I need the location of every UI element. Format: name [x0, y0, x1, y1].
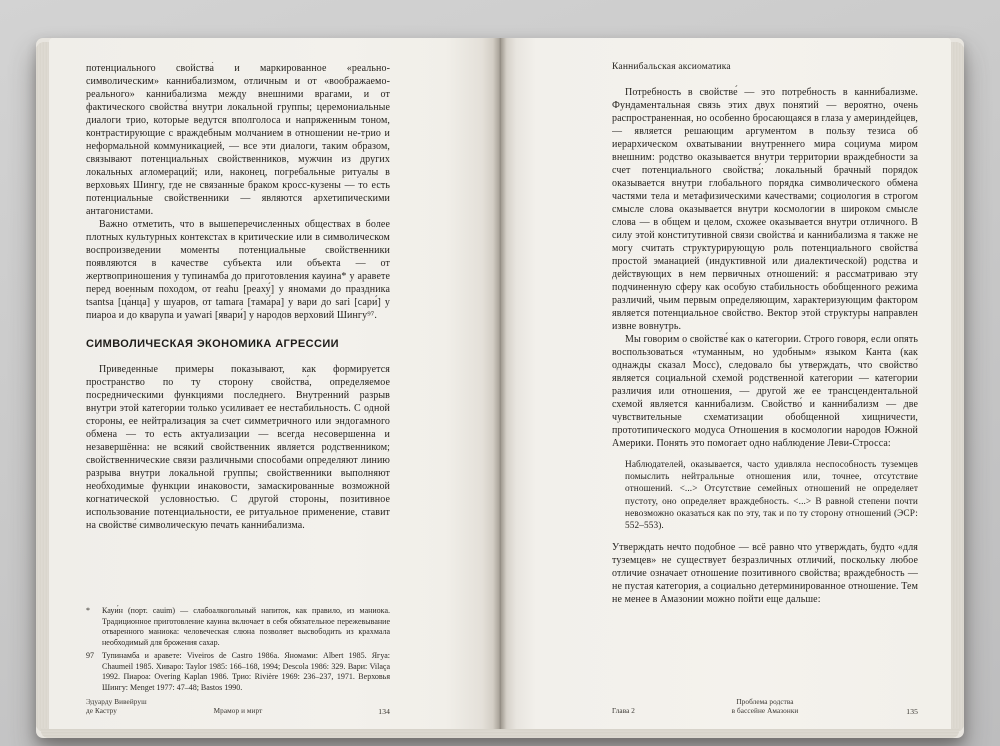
footer-book-title: Мрамор и мирт [213, 707, 263, 716]
page-stack-bottom-edge [41, 728, 959, 738]
right-page-text-column [612, 62, 918, 693]
footnotes-block [86, 593, 390, 693]
footer-author [86, 698, 214, 717]
body-paragraph: Важно отметить, что в вышеперечисленных обществах в более плотных культурных контекстах в критические или в символическом воспроизведении моменты потенциальные свойственники появляются в качестве субъекта или объекта — от жертвоприношения у тупинамба до приготовления кауина* у аравете перед военным походом, от reahu [реаху́] у яномами до праздника tsantsa [ца́нца] у шуаров, от tamara [тама́ра] у вари до sari [сари́] у пиароа и до кварупа и yawari [явари́] у народов верховий Шингу⁹⁷. [86, 219, 390, 321]
footnote-text: Тупинамба и аравете: Viveiros de Castro 1986a. Яномами: Albert 1985. Ягуа: Chaumeil 1985. Хиваро: Taylor 1985: 166–168, 1994; Descola 1986: 329. Вари: Vilaça 1992. Пиароа: Overing Kaplan 1986. Трио: Rivière 1969: 236–237, 1971. Верховья Шингу: Menget 1977: 47–48; Bastos 1990. [102, 651, 390, 692]
footer-chapter: Глава 2 [612, 707, 635, 716]
body-paragraph: Мы говорим о свойстве́ как о категории. Строго говоря, если опять воспользоваться «туманным, но удобным» языком Канта (как однажды сказал Мосс), следовало бы утверждать, что свойство́ является социальной схемой родственной категории — категории различия или отношения, — другой же ее трансцендентальной схемой является каннибализм. Свойство́ и каннибализм — две чувствительные схематизации обобщенной хищничести, прототипического модуса Отношения в космологии народов Южной Америки. Понять это помогает одно наблюдение Леви-Стросса: [612, 334, 918, 449]
body-paragraph: потенциального свойства́ и маркированное «реально-символическим» каннибализмом, отличным и от «воображаемо-реального» каннибализма между внешними врагами, и от фактического свойства́ внутри локальной группы; церемониальные диалоги трио, которые ведутся вполголоса и напряженным тоном, контрастирующие с враждебным молчанием в отношении не-трио и неформальной коммуникацией, — все эти диалоги, таким образом, связывают потенциальных свойственников, мужчин из других локальных агломераций; или, наконец, погребальные ритуалы в верховьях Шингу, где не связанные браком кросс-кузены — то есть потенциальные свойственники — являются архетипическими антагонистами. [86, 63, 390, 217]
body-paragraph: Приведенные примеры показывают, как формируется пространство по ту сторону свойства́, определяемое посредническими функциями последнего. Внутренний разрыв внутри этой категории только усиливает ее нестабильность. С одной стороны, ее нейтрализация за счет симметричного или эндогамного обмена — то есть актуализации — всегда несовершенна и незавершённа: не всякий свойственник является родственником; свойственнические связи различными способами определяют линию разрыва внутри локальной группы; свойственники выполняют необходимые функции инаковости, замаскированные возможной когнатической условностью. С другой стороны, позитивное использование потенциальности, ее ритуальное применение, ставит на свойстве́ символическую печать каннибализма. [86, 364, 390, 531]
footnote-marker: * [86, 606, 90, 615]
running-head: Каннибальская аксиоматика [612, 62, 731, 72]
page-number-left: 134 [378, 707, 390, 717]
left-page-text-column [86, 62, 390, 693]
footnote [86, 606, 390, 648]
footer-section-line2: в бассейне Амазонки [731, 707, 799, 716]
right-page-footer [612, 698, 918, 717]
book-spread [36, 38, 964, 738]
body-paragraph: Утверждать нечто подобное — всё равно что утверждать, будто «для туземцев» не существует безразличных отличий, поскольку любое отличие означает отношение позитивного свойства; враждебность — не пустая категория, а социально детерминированное отношение. Тем не менее в Амазонии можно пойти еще дальше: [612, 542, 918, 606]
footer-author-line2: де Кастру [86, 707, 117, 716]
page-stack-right-edge [949, 42, 964, 732]
footnote [86, 651, 390, 693]
footnote-marker: 97 [86, 651, 94, 660]
footnote-text: Кауи́н (порт. cauim) — слабоалкогольный напиток, как правило, из маниока. Традиционное приготовление кауина включает в себя обязательное пережевывание отваренного маниока: человеческая слюна позволяет высвободить из крахмала необходимый для брожения сахар. [102, 606, 390, 647]
footer-author-line1: Эдуарду Вивейруш [86, 697, 147, 706]
section-heading: СИМВОЛИЧЕСКАЯ ЭКОНОМИКА АГРЕССИИ [86, 338, 339, 350]
page-number-right: 135 [906, 707, 918, 717]
footer-section-title [732, 698, 799, 717]
open-spread [49, 38, 951, 729]
footer-section-line1: Проблема родства [736, 697, 794, 706]
body-paragraph: Потребность в свойстве́ — это потребность в каннибализме. Фундаментальная связь этих двух понятий — вероятно, очень распространенная, но особенно бросающаяся в глаза у америндейцев, — является решающим аргументом в пользу тезиса об иерархическом охватывании внутреннего мира социума миром внешним: родство оказывается внутри территории враждебности за счет потенциального свойства́; локальный брачный порядок оказывается внутри глобального порядка символического обмена частями тела и метафизическими качествами; социология в строгом смысле слова оказывается внутри космологии в широком смысле слова — в общем и целом, схожее оказывается внутри отличного. В силу этой конститутивной связи свойства́ и каннибализма я также не могу считать структурирующую роль потенциального свойства́ простой эманацией (индуктивной или диалектической) родства и действующих в нем первичных отношений: я рассматриваю эту подчиненную сферу как особую стабильность обобщенного режима различий, чьим первым определяющим, характеризующим фактором является потенциальное свойство. Вектор этой структуры направлен извне вовнутрь. [612, 87, 918, 332]
left-page-footer [86, 698, 390, 717]
block-quote: Наблюдателей, оказывается, часто удивляла неспособность туземцев помыслить нейтральные отношения или, точнее, отсутствие отношений. <...> Отсутствие семейных отношений не определяет пустоту, оно определяет враждебность. <...> В равной степени почти невозможно оказаться как по эту, так и по ту сторону отношений (ЭСР: 552–553). [625, 460, 918, 532]
right-page [500, 38, 951, 729]
left-page [49, 38, 500, 729]
